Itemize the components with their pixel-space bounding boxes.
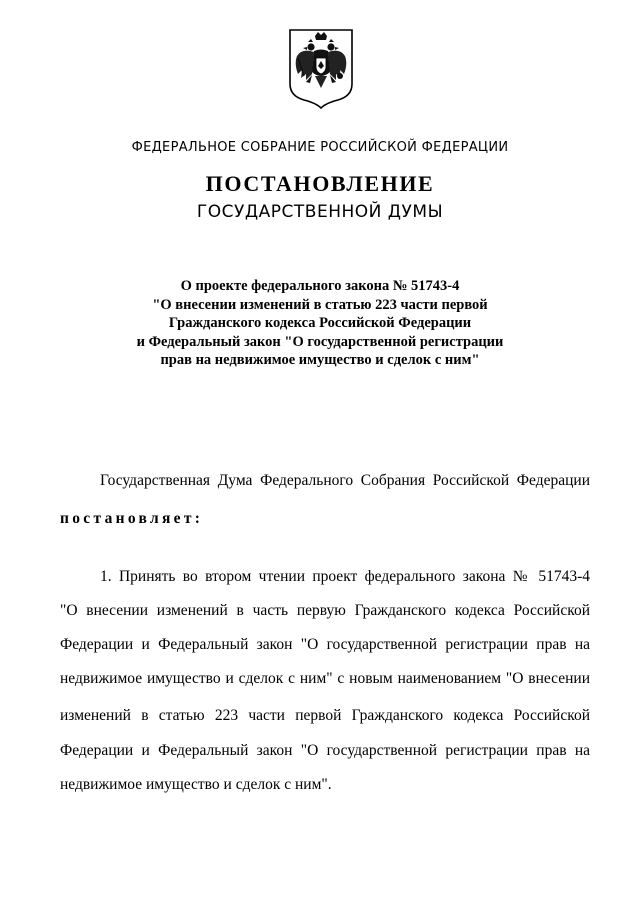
paragraph-line: 1. Принять во втором чтении проект федерального закона № 51743-4 bbox=[100, 568, 590, 585]
bill-heading-line: и Федеральный закон "О государственной регистрации bbox=[136, 333, 504, 350]
intro-paragraph: Государственная Дума Федерального Собрания Российской Федерации bbox=[100, 472, 590, 489]
bill-heading bbox=[100, 277, 540, 370]
paragraph-line: Федерации и Федеральный закон "О государственной регистрации прав на bbox=[60, 742, 590, 759]
paragraph-line: Федерации и Федеральный закон "О государственной регистрации прав на bbox=[60, 636, 590, 653]
bill-heading-line: прав на недвижимое имущество и сделок с ним" bbox=[160, 352, 480, 369]
resolves-word: постановляет: bbox=[60, 510, 204, 527]
document-issuer: ГОСУДАРСТВЕННОЙ ДУМЫ bbox=[196, 202, 444, 222]
coat-of-arms-of-russia-icon bbox=[288, 28, 354, 110]
paragraph-line: "О внесении изменений в часть первую Гражданского кодекса Российской bbox=[60, 602, 590, 619]
document-title: ПОСТАНОВЛЕНИЕ bbox=[205, 171, 435, 196]
bill-heading-line: "О внесении изменений в статью 223 части первой bbox=[152, 296, 488, 313]
paragraph-line: недвижимое имущество и сделок с ним" с новым наименованием "О внесении bbox=[60, 670, 590, 687]
paragraph-line: изменений в статью 223 части первой Гражданского кодекса Российской bbox=[60, 707, 590, 724]
organization-name: ФЕДЕРАЛЬНОЕ СОБРАНИЕ РОССИЙСКОЙ ФЕДЕРАЦИИ bbox=[131, 140, 509, 155]
paragraph-line: недвижимое имущество и сделок с ним". bbox=[60, 776, 332, 793]
bill-heading-line: О проекте федерального закона № 51743-4 bbox=[180, 278, 460, 294]
bill-heading-line: Гражданского кодекса Российской Федерации bbox=[168, 315, 472, 332]
